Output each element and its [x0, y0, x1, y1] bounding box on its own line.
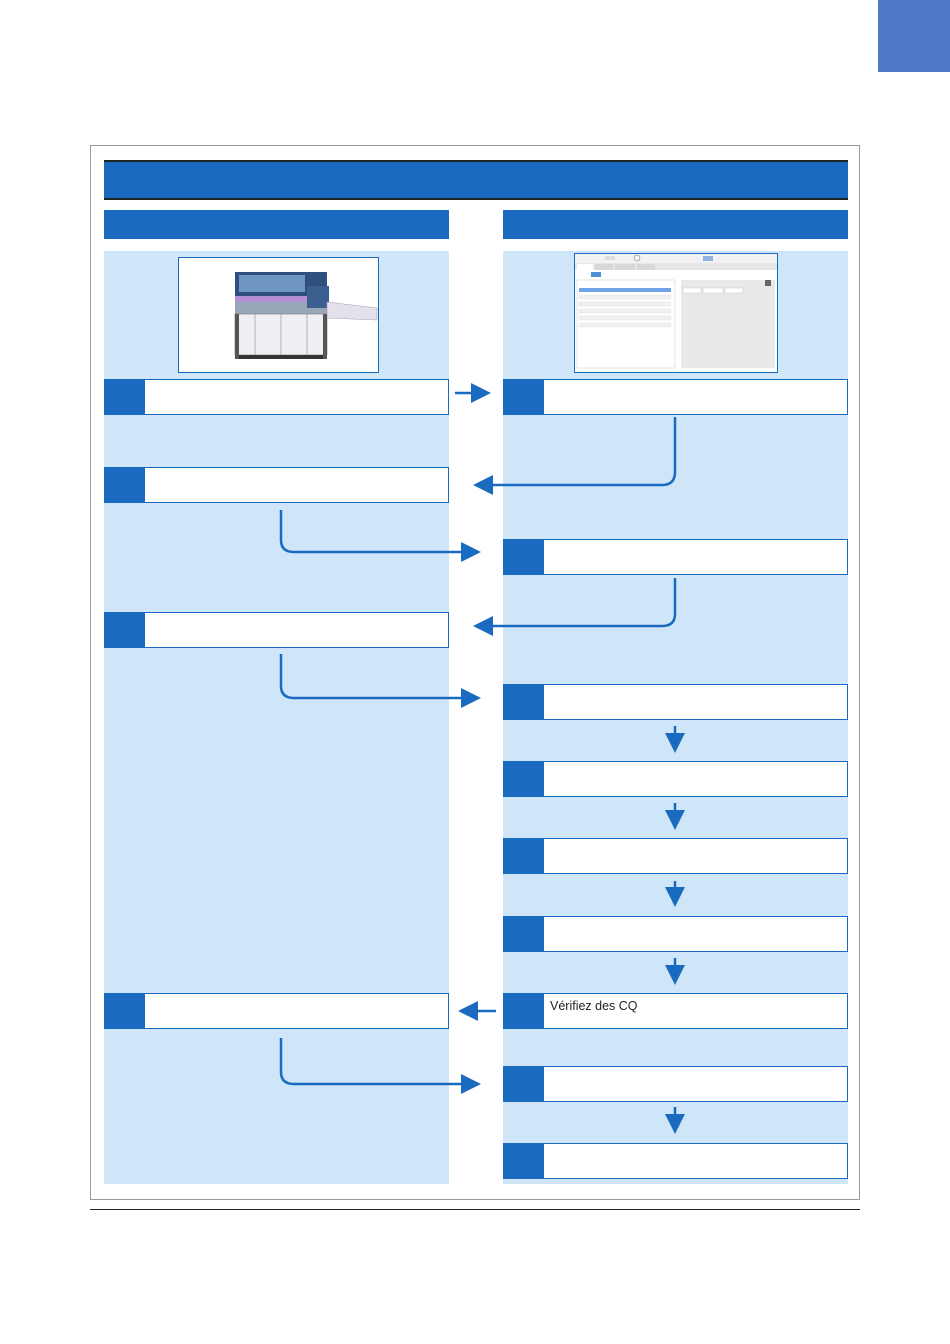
arrow-left3-to-right3 — [281, 654, 476, 698]
arrow-right2-to-left3 — [478, 578, 675, 626]
arrow-left4-to-right8 — [281, 1038, 476, 1084]
arrow-right1-to-left2 — [478, 417, 675, 485]
arrow-left2-to-right2 — [281, 510, 476, 552]
qc-step-label: Vérifiez des CQ — [550, 999, 638, 1013]
footer-rule — [90, 1209, 860, 1210]
